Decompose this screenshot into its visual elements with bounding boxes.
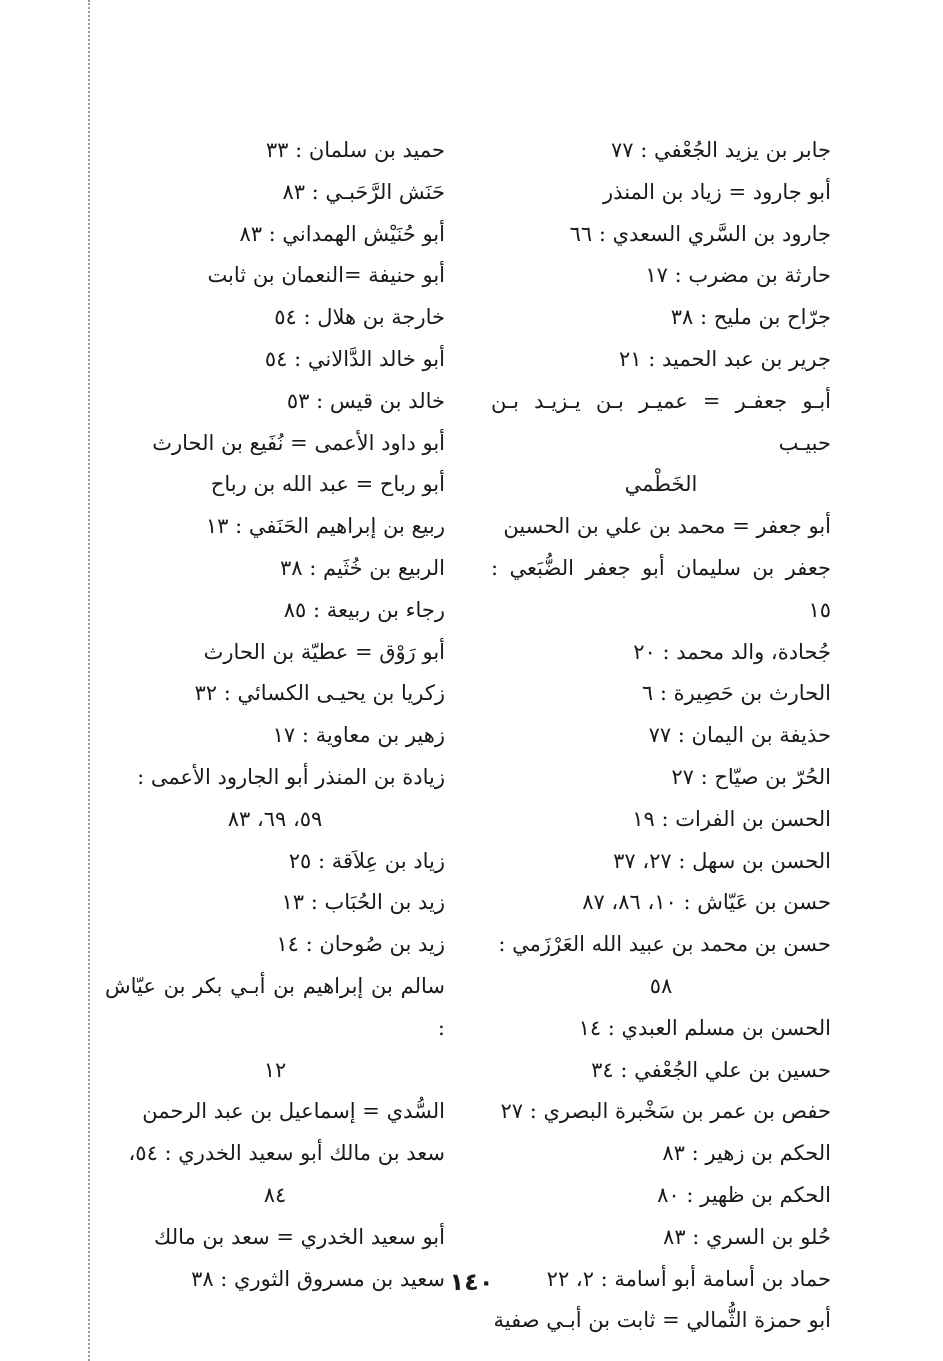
index-entry: زهير بن معاوية : ١٧ bbox=[272, 723, 445, 748]
index-entry: زياد بن عِلاَقة : ٢٥ bbox=[288, 848, 445, 873]
index-entry: أبو خالد الدَّالاني : ٥٤ bbox=[264, 346, 445, 371]
index-entry: سعد بن مالك أبو سعيد الخدري : ٥٤، bbox=[128, 1141, 445, 1166]
index-entry-continuation: ١٢ bbox=[263, 1057, 287, 1082]
index-column-right bbox=[491, 130, 831, 1342]
index-entry: الحارث بن حَصِيرة : ٦ bbox=[641, 681, 831, 706]
index-entry: جرّاح بن مليح : ٣٨ bbox=[670, 305, 831, 330]
index-entry: زيادة بن المنذر أبو الجارود الأعمى : bbox=[137, 764, 445, 789]
index-entry: حذيفة بن اليمان : ٧٧ bbox=[648, 723, 831, 748]
index-entry: حميد بن سلمان : ٣٣ bbox=[265, 138, 445, 162]
index-entry: جعفر بن سليمان أبو جعفر الضُّبَعي : ١٥ bbox=[491, 555, 831, 622]
index-column-left bbox=[105, 130, 445, 1300]
index-entry: سعيد بن مسروق الثوري : ٣٨ bbox=[191, 1266, 445, 1291]
index-entry: حسن بن محمد بن عبيد الله العَرْزَمي : bbox=[498, 932, 831, 957]
index-entry: الحسن بن سهل : ٢٧، ٣٧ bbox=[613, 848, 831, 873]
index-entry: حسين بن علي الجُعْفي : ٣٤ bbox=[591, 1057, 831, 1082]
index-entry: الربيع بن خُثَيم : ٣٨ bbox=[280, 555, 445, 580]
index-entry: أبو جارود = زياد بن المنذر bbox=[603, 179, 831, 204]
index-entry: الحكم بن زهير : ٨٣ bbox=[662, 1141, 831, 1166]
index-entry: جُحادة، والد محمد : ٢٠ bbox=[633, 639, 831, 664]
index-entry: الحسن بن الفرات : ١٩ bbox=[632, 806, 831, 831]
index-entry-continuation: الخَطْمي bbox=[624, 472, 698, 497]
index-entry-continuation: ٨٤ bbox=[263, 1182, 287, 1207]
index-entry: جابر بن يزيد الجُعْفي : ٧٧ bbox=[610, 138, 831, 162]
page-number: ١٤٠ bbox=[449, 1268, 494, 1296]
index-entry: الحكم بن ظهير : ٨٠ bbox=[657, 1182, 831, 1207]
index-entry: زكريا بن يحيـى الكسائي : ٣٢ bbox=[194, 681, 445, 706]
index-entry: أبو داود الأعمى = نُفَيع بن الحارث bbox=[152, 430, 445, 455]
index-entry-continuation: ٥٩، ٦٩، ٨٣ bbox=[227, 806, 323, 831]
index-entry: أبو جعفر = محمد بن علي بن الحسين bbox=[503, 514, 831, 539]
index-entry: رجاء بن ربيعة : ٨٥ bbox=[283, 597, 445, 622]
index-entry: أبو حُنَيْش الهمداني : ٨٣ bbox=[239, 221, 445, 246]
index-entry: زيد بن الحُبَاب : ١٣ bbox=[281, 890, 445, 915]
index-entry: ربيع بن إبراهيم الحَنَفي : ١٣ bbox=[205, 514, 445, 539]
index-entry: أبو حنيفة =النعمان بن ثابت bbox=[207, 263, 445, 288]
index-entry: أبو سعيد الخدري = سعد بن مالك bbox=[154, 1224, 445, 1249]
index-entry: أبـو جعفـر = عميـر بـن يـزيـد بـن حبيـب bbox=[491, 388, 831, 455]
index-entry: أبو حمزة الثُّمالي = ثابت بن أبـي صفية bbox=[493, 1308, 831, 1333]
index-entry: سالم بن إبراهيم بن أبـي بكر بن عيّاش : bbox=[105, 973, 445, 1040]
index-entry: الحُرّ بن صيّاح : ٢٧ bbox=[671, 764, 831, 789]
index-entry: زيد بن صُوحان : ١٤ bbox=[276, 932, 445, 957]
index-entry: حُلو بن السري : ٨٣ bbox=[663, 1224, 831, 1249]
index-entry-continuation: ٥٨ bbox=[649, 973, 673, 998]
index-entry: حارثة بن مضرب : ١٧ bbox=[645, 263, 831, 288]
index-entry: أبو رَوْق = عطيّة بن الحارث bbox=[203, 639, 445, 664]
index-entry: حسن بن عَيّاش : ١٠، ٨٦، ٨٧ bbox=[582, 890, 831, 915]
index-entry: حماد بن أسامة أبو أسامة : ٢، ٢٢ bbox=[546, 1266, 831, 1291]
index-entry: جارود بن السَّري السعدي : ٦٦ bbox=[569, 221, 831, 246]
index-entry: خالد بن قيس : ٥٣ bbox=[286, 388, 445, 413]
index-entry: جرير بن عبد الحميد : ٢١ bbox=[618, 346, 831, 371]
index-entry: السُّدي = إسماعيل بن عبد الرحمن bbox=[142, 1099, 445, 1124]
index-entry: حفص بن عمر بن سَخْبرة البصري : ٢٧ bbox=[500, 1099, 831, 1124]
index-entry: حَنَش الرَّحَبـي : ٨٣ bbox=[282, 179, 445, 204]
index-entry: الحسن بن مسلم العبدي : ١٤ bbox=[578, 1015, 831, 1040]
index-entry: أبو رباح = عبد الله بن رباح bbox=[210, 472, 445, 497]
dotted-margin-line bbox=[88, 0, 90, 1361]
index-entry: خارجة بن هلال : ٥٤ bbox=[274, 305, 445, 330]
